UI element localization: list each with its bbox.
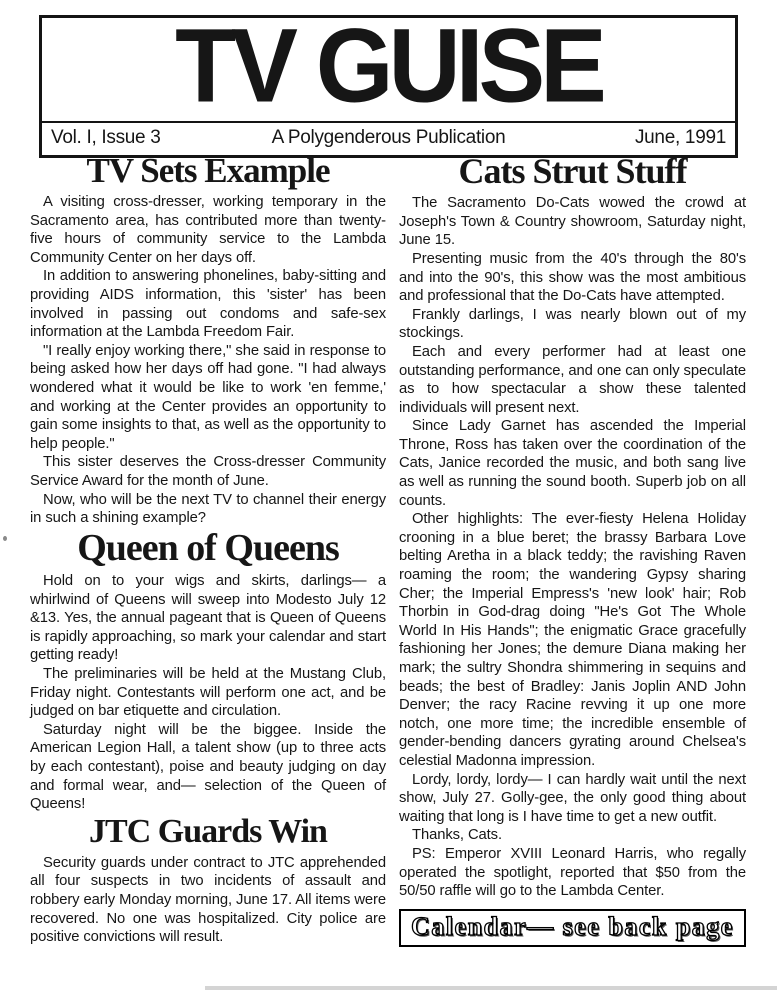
paragraph: Lordy, lordy, lordy— I can hardly wait until the next show, July 27. Golly-gee, the only good thing about waiting that long is I have time to get a new outfit. — [399, 771, 746, 825]
paragraph: This sister deserves the Cross-dresser Community Service Award for the month of June. — [30, 454, 386, 489]
masthead — [39, 7, 738, 158]
issue-date-label: June, 1991 — [634, 127, 726, 148]
paragraph: In addition to answering phonelines, baby-sitting and providing AIDS information, this 'sister' has been involved in passing out condoms and safe-sex information at the Lambda Freedom Fair. — [30, 268, 386, 341]
article-heading: Cats Strut Stuff — [458, 151, 687, 191]
volume-issue-label: Vol. I, Issue 3 — [51, 127, 161, 148]
article-cats-strut-stuff — [399, 152, 746, 901]
calendar-banner: Calendar— see back page — [399, 909, 746, 947]
paragraph: Hold on to your wigs and skirts, darlings— a whirlwind of Queens will sweep into Modesto July 12 &13. Yes, the annual pageant that is Queen of Queens is rapidly approaching, so mark your calendar and start getting ready! — [30, 573, 386, 664]
article-tv-sets-example — [30, 152, 386, 528]
scan-artifact-line — [205, 986, 777, 990]
paragraph: Each and every performer had at least one outstanding performance, and one can only speculate as to how spectacular a show these talented individuals will present next. — [399, 343, 746, 416]
article-heading: Queen of Queens — [77, 526, 339, 569]
paragraph: "I really enjoy working there," she said in response to being asked how her days off had gone. "I had always wondered what it would be like to work 'en femme,' and working at the Center provides an opportunity to gain some insights to that, as well as the opportunity to help people." — [30, 342, 386, 452]
article-jtc-guards-win — [30, 814, 386, 947]
paragraph: A visiting cross-dresser, working temporary in the Sacramento area, has contributed more than twenty-five hours of community service to the Lambda Community Center on her days off. — [30, 194, 386, 266]
publication-tagline: A Polygenderous Publication — [271, 127, 506, 148]
paragraph: The Sacramento Do-Cats wowed the crowd at Joseph's Town & Country showroom, Saturday night, June 15. — [399, 195, 746, 249]
scan-artifact-speck — [3, 536, 7, 541]
paragraph: Saturday night will be the biggee. Inside the American Legion Hall, a talent show (up to three acts by each contestant), poise and beauty judging on day and formal wear, and— selection of the Queen of Queens! — [30, 721, 386, 813]
paragraph: The preliminaries will be held at the Mustang Club, Friday night. Contestants will perform one act, and be judged on bar etiquette and circulation. — [30, 666, 386, 720]
paragraph: Thanks, Cats. — [412, 827, 502, 844]
article-queen-of-queens — [30, 528, 386, 814]
paragraph: Presenting music from the 40's through the 80's and into the 90's, this show was the most ambitious and professional that the Do-Cats have attempted. — [399, 250, 746, 305]
article-heading: JTC Guards Win — [89, 812, 327, 850]
paragraph: PS: Emperor XVIII Leonard Harris, who regally operated the spotlight, reported that $50 from the 50/50 raffle will go to the Lambda Center. — [399, 845, 746, 900]
paragraph: Other highlights: The ever-fiesty Helena Holiday crooning in a blue beret; the brassy Barbara Love belting Aretha in a black teddy; the ravishing Raven roaming the room; the wandering Gypsy sharing Cher; the Imperial Empress's 'new look' hair; Rob Thorbin in God-drag doing "He's Got The Whole World In His Hands"; the enigmatic Grace gracefully fashioning her Jones; the demure Diana making her mark; the sultry Shondra shimmering in sequins and beads; the best of Bradley: Janis Joplin AND John Denver; the racy Racine revving it up one more notch, one more time; the incredible ensemble of gender-bending dancers gyrating around Chelsea's celestial Madonna impression. — [399, 511, 746, 769]
newsletter-title: TV GUISE — [175, 7, 602, 125]
paragraph: Security guards under contract to JTC apprehended all four suspects in two incidents of assault and robbery early Monday morning, June 17. All items were recovered. No one was hospitalized. City police are positive convictions will result. — [30, 854, 386, 946]
column-left — [30, 152, 386, 947]
article-heading: TV Sets Example — [86, 151, 330, 190]
column-right — [399, 152, 746, 947]
paragraph: Since Lady Garnet has ascended the Imperial Throne, Ross has taken over the coordination of the Cats, Janice recorded the music, and both sang live as well as running the sound booth. Superb job on all counts. — [399, 418, 746, 509]
paragraph: Frankly darlings, I was nearly blown out of my stockings. — [399, 306, 746, 342]
paragraph: Now, who will be the next TV to channel their energy in such a shining example? — [30, 491, 386, 527]
